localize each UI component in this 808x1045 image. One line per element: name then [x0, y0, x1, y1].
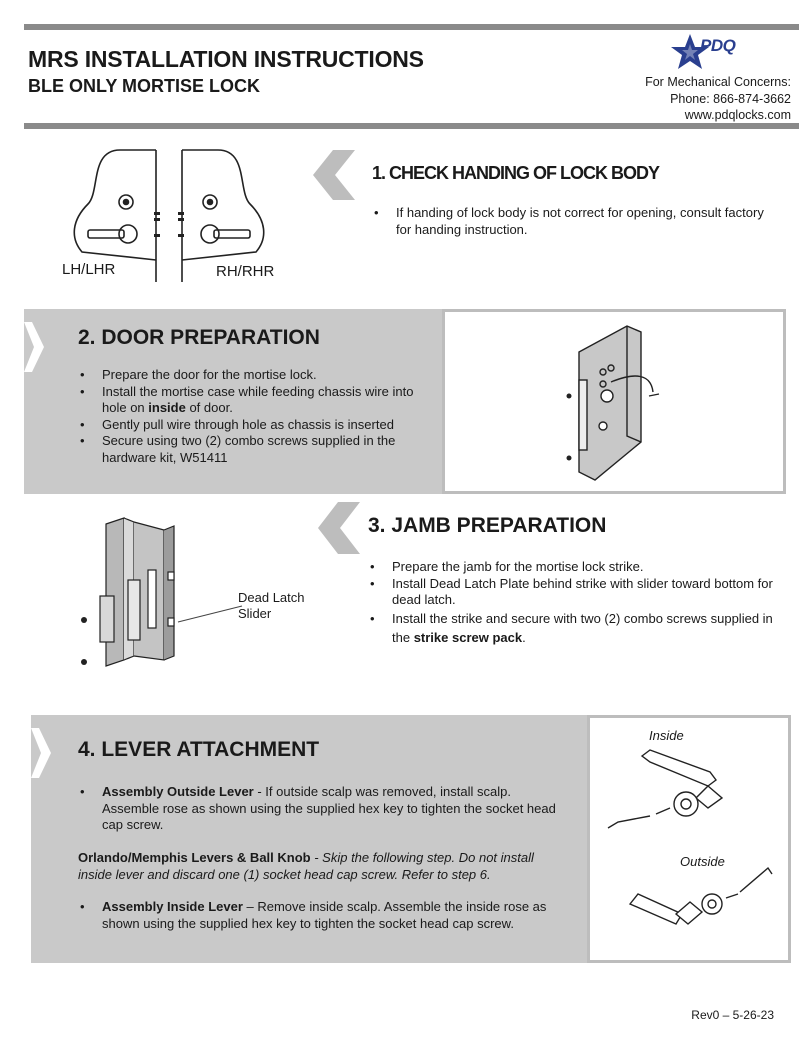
- list-item: • Secure using two (2) combo screws supplied in the hardware kit, W51411: [78, 433, 428, 466]
- dead-latch-slider-callout: Dead Latch Slider: [238, 590, 305, 621]
- rh-rhr-label: RH/RHR: [216, 263, 275, 280]
- mortise-door-illustration: [445, 312, 783, 491]
- header-bottom-rule: [24, 123, 799, 129]
- page-title: MRS INSTALLATION INSTRUCTIONS: [28, 46, 424, 72]
- chevron-left-icon: [313, 150, 355, 200]
- lever-figure-box: [587, 715, 791, 963]
- list-item: • Install the strike and secure with two (2) combo screws supplied in the strike screw pack.: [368, 609, 783, 647]
- list-item: • Assembly Outside Lever - If outside scalp was removed, install scalp. Assemble rose as shown using the supplied hex key to tighten the socket head cap screw.: [78, 784, 558, 834]
- contact-info: [645, 74, 791, 124]
- section2-title: 2. DOOR PREPARATION: [78, 326, 320, 349]
- list-item: • If handing of lock body is not correct for opening, consult factory for handing instruction.: [372, 205, 782, 238]
- chevron-right-icon: [31, 728, 51, 778]
- page-subtitle: BLE ONLY MORTISE LOCK: [28, 76, 261, 96]
- list-item: • Gently pull wire through hole as chassis is inserted: [78, 417, 428, 434]
- outside-label: Outside: [680, 854, 725, 869]
- section1-bullets: [372, 205, 782, 238]
- lever-assembly-illustration: [590, 718, 788, 960]
- section3-bullets: [368, 559, 783, 647]
- inside-label: Inside: [649, 728, 684, 743]
- contact-phone: Phone: 866-874-3662: [670, 91, 791, 106]
- section3-title: 3. JAMB PREPARATION: [368, 514, 607, 537]
- top-rule: [24, 24, 799, 30]
- logo-text: PDQ: [700, 36, 736, 55]
- section1-title: 1. CHECK HANDING OF LOCK BODY: [372, 163, 660, 183]
- list-item: • Prepare the jamb for the mortise lock strike.: [368, 559, 783, 576]
- list-item: • Install Dead Latch Plate behind strike with slider toward bottom for dead latch.: [368, 576, 783, 609]
- list-item: • Install the mortise case while feeding chassis wire into hole on inside of door.: [78, 384, 428, 417]
- list-item: • Assembly Inside Lever – Remove inside scalp. Assemble the inside rose as shown using the supplied hex key to tighten the socket head cap screw.: [78, 899, 563, 932]
- orlando-memphis-note: Orlando/Memphis Levers & Ball Knob - Skip the following step. Do not install inside lever and discard one (1) socket head cap screw. Refer to step 6.: [78, 850, 534, 882]
- section4-title: 4. LEVER ATTACHMENT: [78, 738, 320, 761]
- chevron-right-icon: [24, 322, 44, 372]
- section4-bullet-inside: [78, 899, 563, 932]
- contact-line: For Mechanical Concerns:: [645, 75, 791, 89]
- door-prep-figure-box: [442, 309, 786, 494]
- revision-label: Rev0 – 5-26-23: [691, 1008, 774, 1022]
- chevron-left-icon: [318, 502, 360, 554]
- lh-lhr-label: LH/LHR: [62, 261, 116, 278]
- contact-website: www.pdqlocks.com: [684, 108, 791, 122]
- list-item: • Prepare the door for the mortise lock.: [78, 367, 428, 384]
- section2-bullets: [78, 367, 428, 466]
- section4-bullet-outside: [78, 784, 558, 834]
